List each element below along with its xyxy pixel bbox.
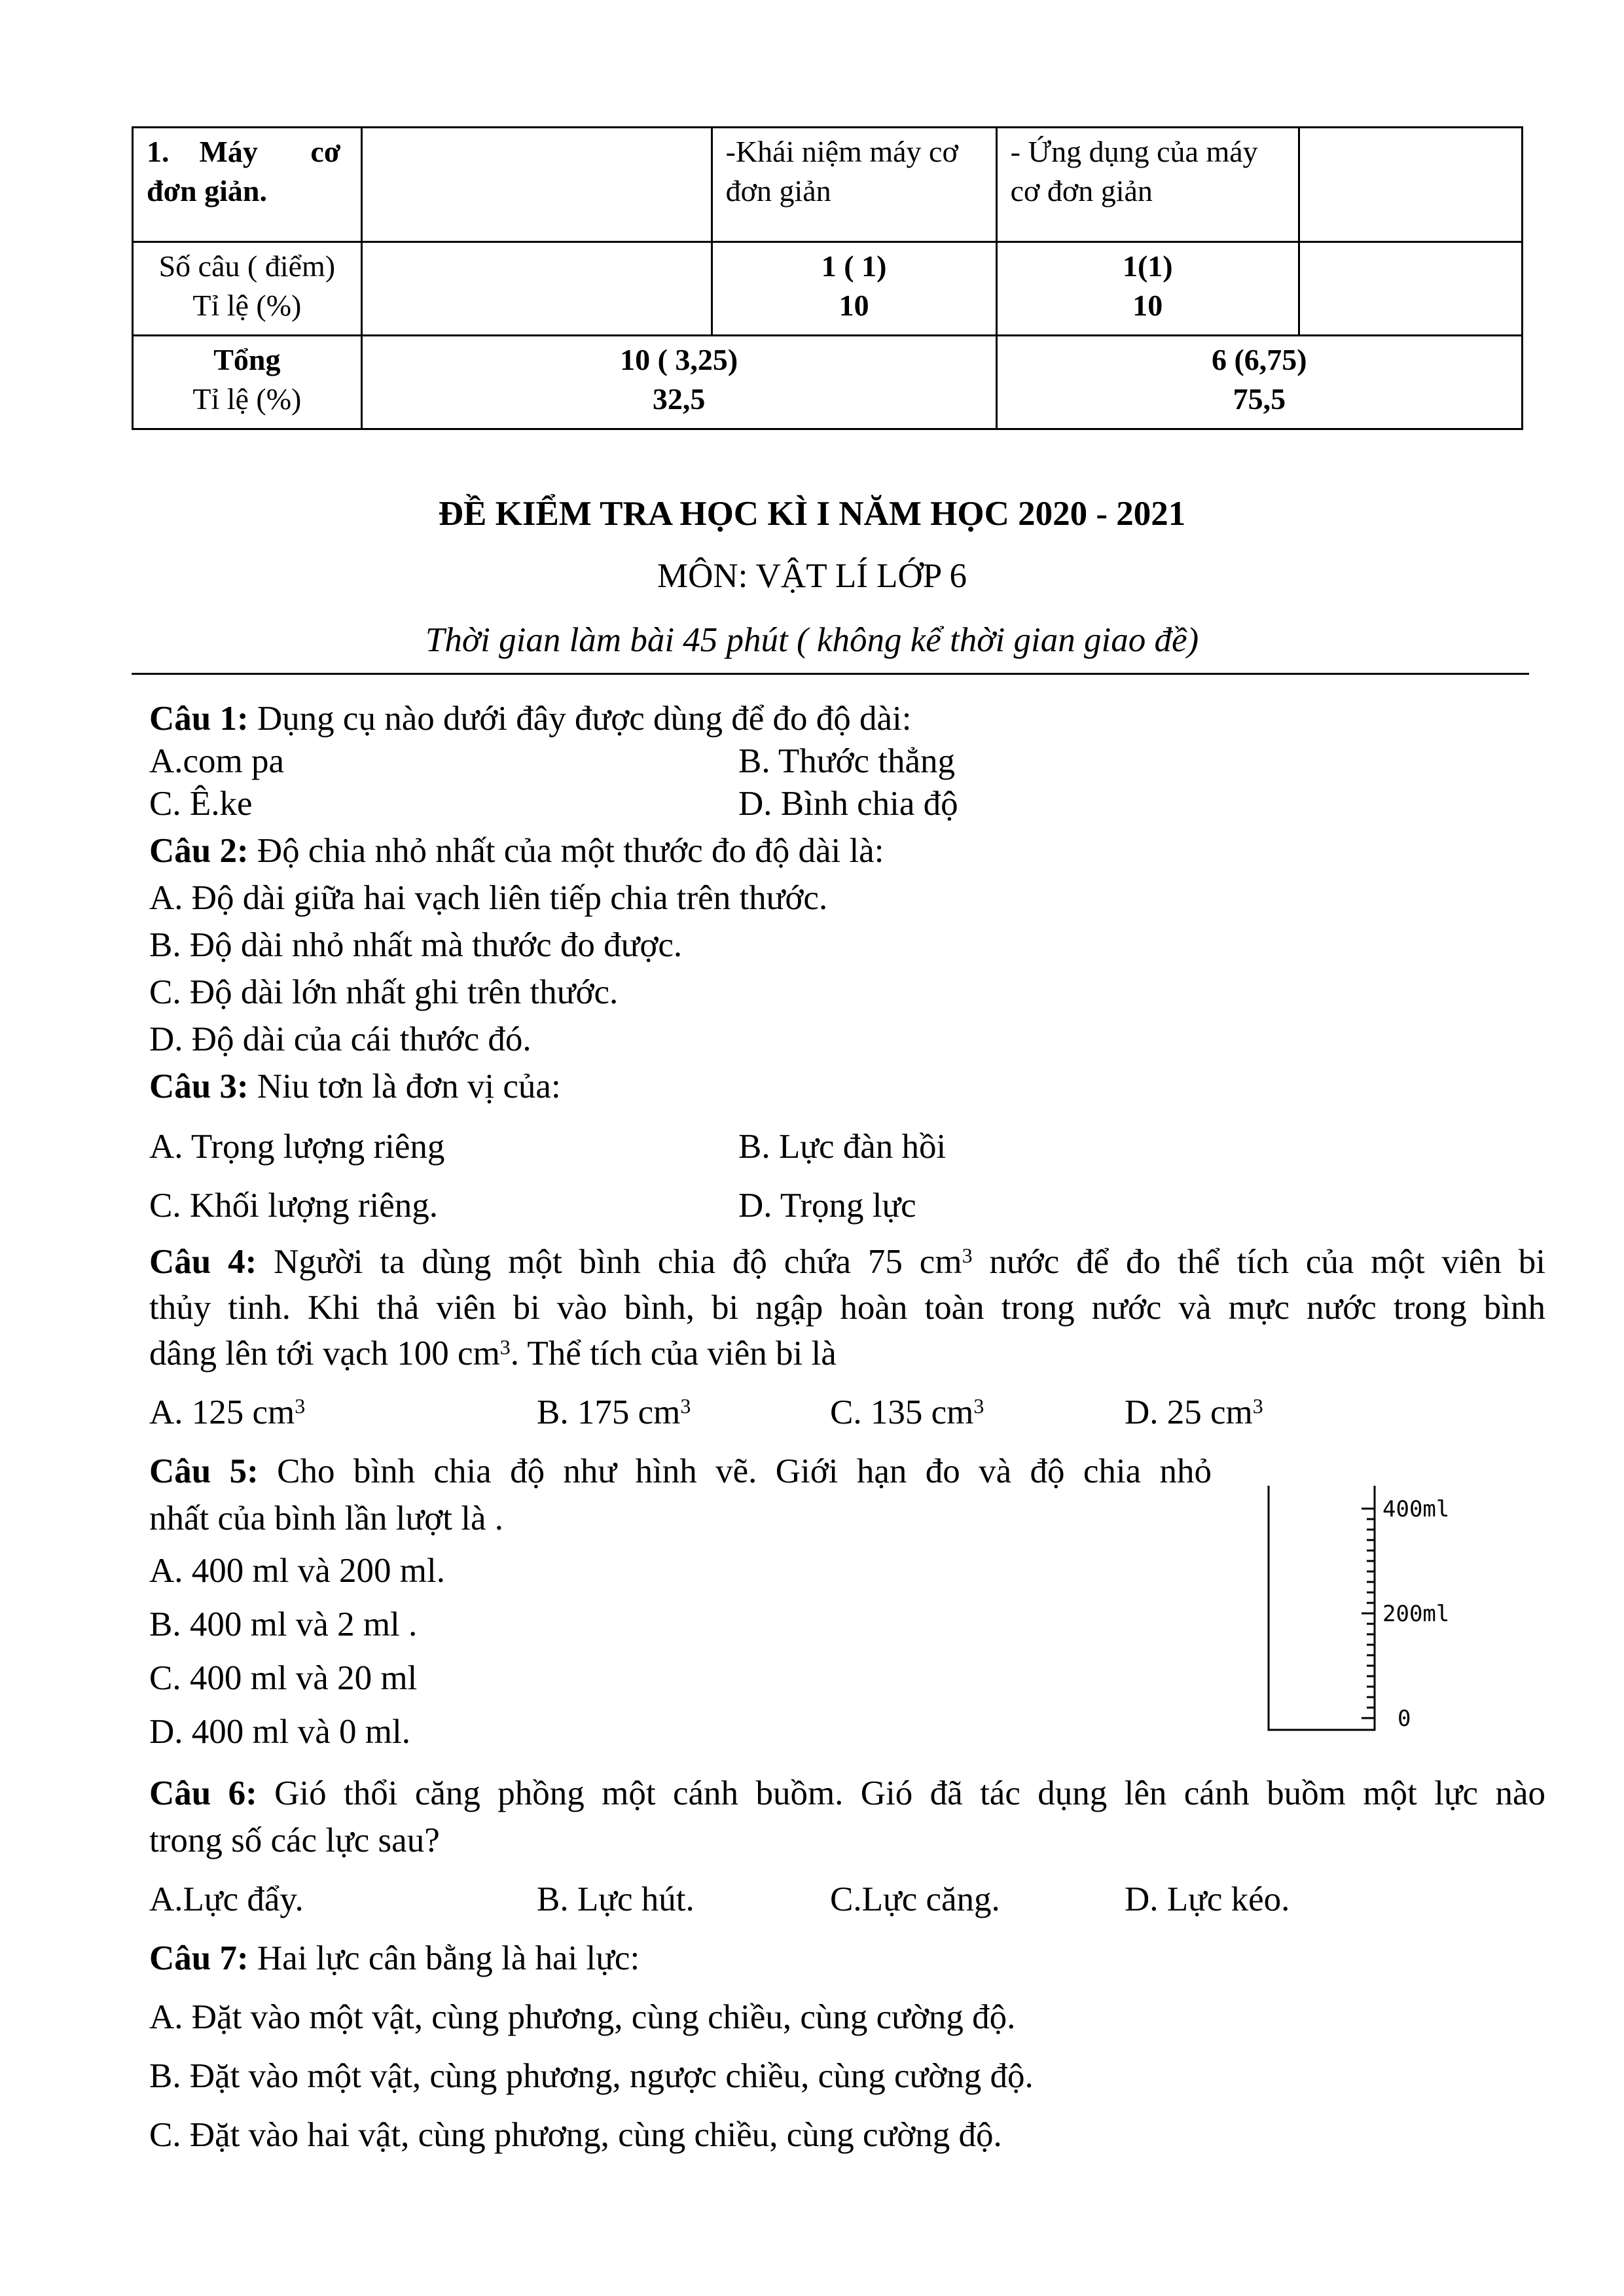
answer-a: A.com pa bbox=[149, 742, 285, 780]
cell-text: 6 (6,75) bbox=[1211, 343, 1307, 376]
table-cell bbox=[712, 128, 996, 242]
cell-text: 10 bbox=[1132, 289, 1163, 322]
question-label: Câu 3: bbox=[149, 1067, 249, 1105]
answer-c bbox=[830, 1393, 984, 1432]
exam-matrix-table bbox=[132, 126, 1523, 430]
question-text: dâng lên tới vạch 100 cm bbox=[149, 1335, 500, 1372]
table-row bbox=[133, 242, 1523, 336]
answer-b: B. Độ dài nhỏ nhất mà thước đo được. bbox=[149, 926, 683, 964]
table-cell bbox=[133, 128, 362, 242]
answer-b: B. Lực hút. bbox=[537, 1880, 695, 1918]
table-cell bbox=[361, 128, 712, 242]
answer-c: C. Đặt vào hai vật, cùng phương, cùng chiều, cùng cường độ. bbox=[149, 2116, 1002, 2154]
question-4-line2: thủy tinh. Khi thả viên bi vào bình, bi ngập hoàn toàn trong nước và mực nước trong bình bbox=[149, 1289, 1545, 1327]
question-7 bbox=[149, 1939, 640, 1978]
answer-b: B. Lực đàn hồi bbox=[738, 1128, 947, 1166]
answer-a: A. Trọng lượng riêng bbox=[149, 1128, 445, 1166]
superscript: 3 bbox=[962, 1244, 973, 1267]
exam-subject: MÔN: VẬT LÍ LỚP 6 bbox=[657, 557, 967, 595]
answer-d: D. Bình chia độ bbox=[738, 785, 958, 823]
cell-text: Tỉ lệ (%) bbox=[192, 289, 302, 322]
cell-text: 32,5 bbox=[652, 382, 706, 416]
answer-b: B. Thước thẳng bbox=[738, 742, 956, 780]
table-cell bbox=[996, 242, 1299, 336]
exam-time: Thời gian làm bài 45 phút ( không kể thời gian giao đề) bbox=[425, 621, 1199, 659]
question-1 bbox=[149, 699, 912, 738]
answer-text: D. 25 cm bbox=[1125, 1393, 1253, 1431]
table-cell bbox=[133, 242, 362, 336]
answer-text: C. 135 cm bbox=[830, 1393, 974, 1431]
table-cell bbox=[361, 242, 712, 336]
cell-text: - Ứng dụng của máy bbox=[1010, 135, 1258, 168]
answer-b: B. Đặt vào một vật, cùng phương, ngược chiều, cùng cường độ. bbox=[149, 2057, 1034, 2095]
question-label: Câu 6: bbox=[149, 1774, 257, 1812]
question-label: Câu 7: bbox=[149, 1939, 249, 1977]
superscript: 3 bbox=[973, 1394, 984, 1418]
question-label: Câu 1: bbox=[149, 700, 249, 738]
question-text: Hai lực cân bằng là hai lực: bbox=[248, 1939, 640, 1977]
question-label: Câu 2: bbox=[149, 832, 249, 870]
question-label: Câu 4: bbox=[149, 1243, 257, 1281]
exam-title: ĐỀ KIỂM TRA HỌC KÌ I NĂM HỌC 2020 - 2021 bbox=[438, 495, 1186, 533]
answer-c: C.Lực căng. bbox=[830, 1880, 1000, 1918]
question-3 bbox=[149, 1067, 561, 1106]
table-cell bbox=[996, 336, 1522, 429]
answer-a: A.Lực đẩy. bbox=[149, 1880, 304, 1918]
question-4-line3 bbox=[149, 1334, 837, 1373]
answer-c: C. Khối lượng riêng. bbox=[149, 1187, 438, 1225]
table-cell bbox=[1299, 242, 1522, 336]
question-text: Dụng cụ nào dưới đây được dùng để đo độ dài: bbox=[248, 700, 912, 738]
question-text: Người ta dùng một bình chia độ chứa 75 cm bbox=[257, 1243, 962, 1281]
question-text: nước để đo thể tích của một viên bi bbox=[972, 1243, 1545, 1281]
question-6-line2: trong số các lực sau? bbox=[149, 1821, 440, 1859]
question-text: Niu tơn là đơn vị của: bbox=[248, 1067, 561, 1105]
answer-text: B. 175 cm bbox=[537, 1393, 681, 1431]
superscript: 3 bbox=[499, 1335, 511, 1359]
answer-d bbox=[1125, 1393, 1263, 1432]
question-text: . Thể tích của viên bi là bbox=[510, 1335, 837, 1372]
answer-text: A. 125 cm bbox=[149, 1393, 295, 1431]
question-5-line2: nhất của bình lần lượt là . bbox=[149, 1499, 503, 1537]
answer-a: A. Đặt vào một vật, cùng phương, cùng chiều, cùng cường độ. bbox=[149, 1998, 1016, 2036]
answer-d: D. Độ dài của cái thước đó. bbox=[149, 1020, 532, 1058]
answer-b: B. 400 ml và 2 ml . bbox=[149, 1605, 418, 1643]
cell-text: 1 ( 1) bbox=[821, 249, 887, 283]
answer-a: A. Độ dài giữa hai vạch liên tiếp chia trên thước. bbox=[149, 879, 828, 917]
answer-c: C. Ê.ke bbox=[149, 785, 253, 823]
cell-text: Số câu ( điểm) bbox=[158, 249, 336, 283]
cell-text: đơn giản. bbox=[147, 174, 267, 207]
cell-text: 75,5 bbox=[1233, 382, 1286, 416]
cell-text: -Khái niệm máy cơ bbox=[725, 135, 958, 168]
question-text: Độ chia nhỏ nhất của một thước đo độ dài là: bbox=[248, 832, 884, 870]
table-row bbox=[133, 128, 1523, 242]
table-cell bbox=[712, 242, 996, 336]
label-zero: 0 bbox=[1398, 1706, 1411, 1732]
table-row bbox=[133, 336, 1523, 429]
answer-a: A. 400 ml và 200 ml. bbox=[149, 1552, 445, 1590]
table-cell bbox=[996, 128, 1299, 242]
question-6 bbox=[149, 1774, 1545, 1813]
cell-text: đơn giản bbox=[725, 174, 831, 207]
cell-text: 10 ( 3,25) bbox=[620, 343, 738, 376]
superscript: 3 bbox=[680, 1394, 691, 1418]
table-cell bbox=[361, 336, 996, 429]
cylinder-icon bbox=[1263, 1482, 1479, 1744]
label-200ml: 200ml bbox=[1382, 1601, 1450, 1627]
cell-text: cơ đơn giản bbox=[1010, 174, 1153, 207]
question-text: Gió thổi căng phồng một cánh buồm. Gió đã tác dụng lên cánh buồm một lực nào bbox=[257, 1774, 1545, 1812]
question-label: Câu 5: bbox=[149, 1452, 259, 1490]
label-400ml: 400ml bbox=[1382, 1496, 1450, 1522]
question-text: Cho bình chia độ như hình vẽ. Giới hạn đo và độ chia nhỏ bbox=[258, 1452, 1212, 1490]
cell-text: 1. Máy cơ bbox=[147, 135, 341, 168]
cell-text: 1(1) bbox=[1122, 249, 1173, 283]
superscript: 3 bbox=[1252, 1394, 1263, 1418]
graduated-cylinder-figure bbox=[1263, 1482, 1479, 1744]
cell-text: Tỉ lệ (%) bbox=[192, 382, 302, 416]
question-4 bbox=[149, 1242, 1545, 1282]
cell-text: Tổng bbox=[213, 343, 281, 376]
answer-d: D. 400 ml và 0 ml. bbox=[149, 1713, 410, 1751]
answer-d: D. Lực kéo. bbox=[1125, 1880, 1290, 1918]
answer-c: C. Độ dài lớn nhất ghi trên thước. bbox=[149, 973, 619, 1011]
table-cell bbox=[133, 336, 362, 429]
answer-c: C. 400 ml và 20 ml bbox=[149, 1659, 418, 1697]
answer-a bbox=[149, 1393, 305, 1432]
answer-d: D. Trọng lực bbox=[738, 1187, 916, 1225]
answer-b bbox=[537, 1393, 691, 1432]
cell-text: 10 bbox=[839, 289, 869, 322]
table-cell bbox=[1299, 128, 1522, 242]
question-2 bbox=[149, 831, 884, 870]
question-5 bbox=[149, 1452, 1212, 1491]
header-divider bbox=[132, 673, 1529, 675]
superscript: 3 bbox=[295, 1394, 306, 1418]
